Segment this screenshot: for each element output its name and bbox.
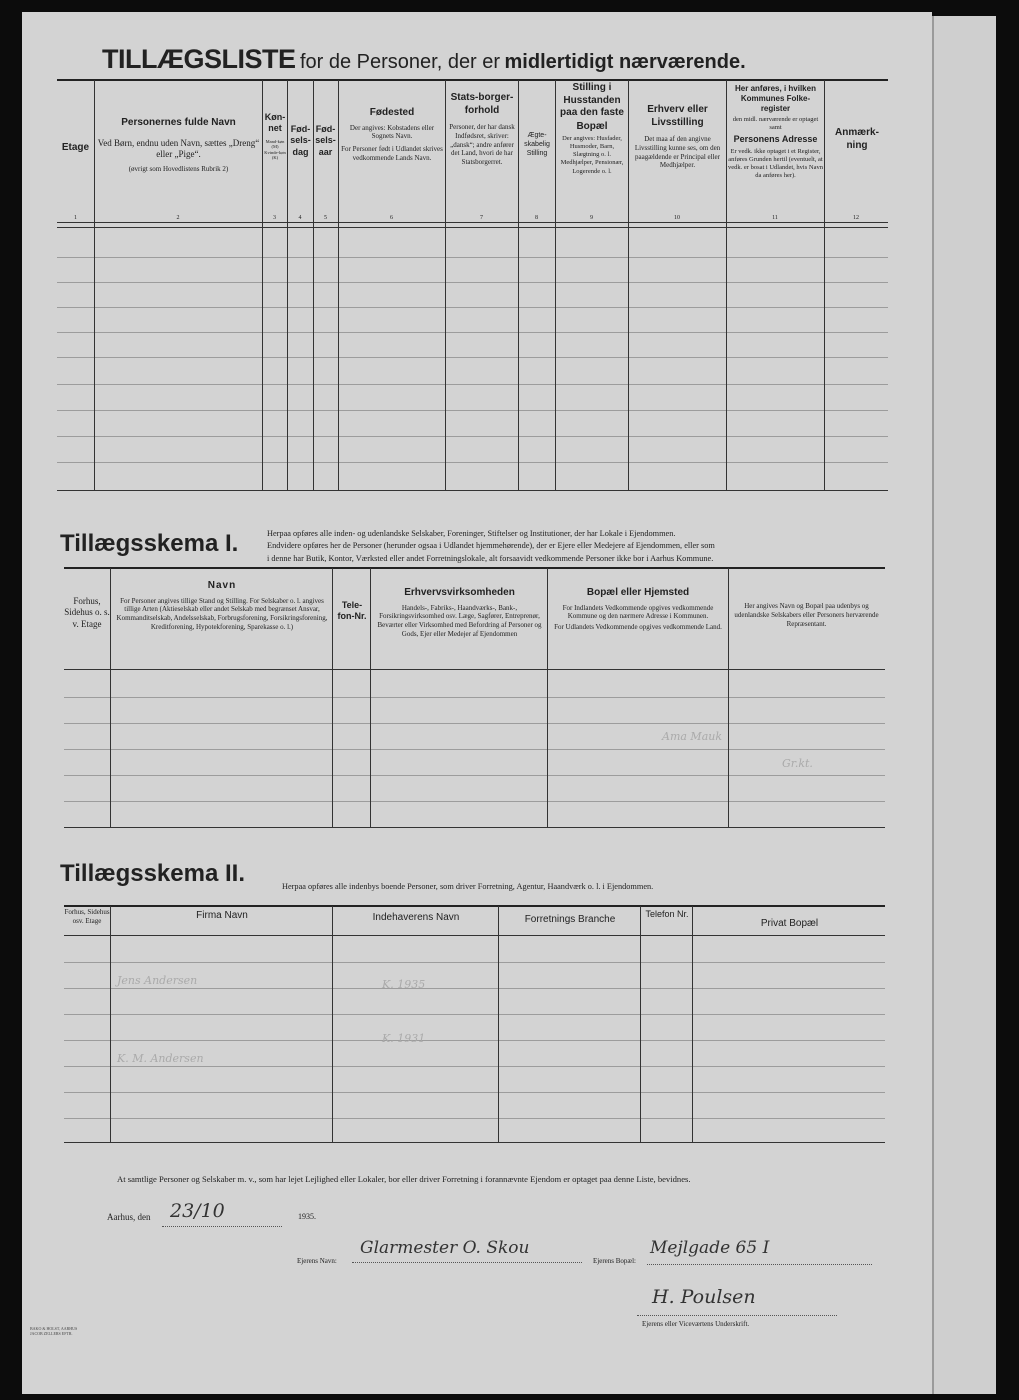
col-number: 3 <box>273 215 276 221</box>
col-name-label: Personernes fulde Navn <box>121 117 236 128</box>
skema1-col-bopael <box>549 587 727 632</box>
col-etage-header <box>57 142 94 155</box>
skema1-col-bopael-desc2: For Udlandets Vedkommende opgives vedkommende Land. <box>554 623 722 631</box>
col-remarks-label: Anmærk-ning <box>835 127 879 151</box>
skema2-title: Tillægsskema II. <box>60 860 245 887</box>
skema1-col-telefon <box>334 600 370 623</box>
bleed-through-mark: K. 1931 <box>382 1032 426 1045</box>
col-register-desc: den midl. nærværende er optaget samt <box>732 116 819 132</box>
skema1-col-forhus: Forhus, Sidehus o. s. v. Etage <box>64 596 110 629</box>
col-marital-label: Ægte-skabelig Stilling <box>524 132 550 157</box>
skema1-col-erhverv <box>372 587 547 639</box>
skema1-col-erhverv-desc: Handels-, Fabriks-, Haandværks-, Bank-, Forsikringsvirksomhed osv. Læge, Sagfører, Entreprenør, Beværter eller Virksomhed med Befordring af Personer og Gods, Ejer eller Medejer af Ejendommen <box>377 603 542 638</box>
skema1-intro-line: Herpaa opføres alle inden- og udenlandske Selskaber, Foreninger, Stiftelser og Institutioner, der har Lokale i Ejendommen. <box>267 529 676 538</box>
col-household-label: Stilling i Husstanden paa den faste <box>560 82 624 118</box>
bleed-through-mark: K. 1935 <box>382 978 426 991</box>
bleed-through-mark: Ama Mauk <box>662 730 723 743</box>
footer-owner-handwritten: Glarmester O. Skou <box>360 1238 530 1258</box>
col-number: 8 <box>535 215 538 221</box>
col-name-header <box>96 117 261 174</box>
col-birthyear-header <box>314 124 337 158</box>
skema1-col-navn-desc: For Personer angives tillige Stand og Stilling. For Selskaber o. l. angives tillige Arten (Aktieselskab eller andet Selskab med begrænset Ansvar, Kommanditselskab, Andelsselskab, Forbrugsforening, Forsikringsforening, Kreditforening, Hypotekforening, Sparekasse o. l.) <box>116 596 328 631</box>
col-etage-label: Etage <box>61 142 90 153</box>
skema2-intro: Herpaa opføres alle indenbys boende Personer, som driver Forretning, Agentur, Haandværk o. l. i Ejendommen. <box>282 882 654 891</box>
footer-signature-label: Ejerens eller Viceværtens Underskrift. <box>642 1320 750 1328</box>
col-remarks-header <box>827 127 887 152</box>
skema2-col-branche: Forretnings Branche <box>524 914 616 925</box>
skema2-col-firma: Firma Navn <box>196 910 248 921</box>
footer-signature-handwritten: H. Poulsen <box>652 1286 756 1308</box>
footer-date-handwritten: 23/10 <box>170 1200 225 1222</box>
col-number: 5 <box>324 215 327 221</box>
col-number: 9 <box>590 215 593 221</box>
title-big: TILLÆGSLISTE <box>102 44 296 74</box>
col-sex-header <box>264 112 286 161</box>
col-number: 12 <box>853 215 859 221</box>
skema1-col-navn-label: Navn <box>207 580 237 591</box>
skema1-col-telefon-label: Tele-fon-Nr. <box>337 600 367 622</box>
skema2-col-forhus: Forhus, Sidehus osv. Etage <box>64 908 110 925</box>
skema1-intro-line: Endvidere opføres her de Personer (herunder ogsaa i Udlandet hjemmehørende), der er Ejere eller Medejere af Ejendommen, eller som <box>267 541 715 551</box>
col-birthplace-label: Fødested <box>369 107 415 118</box>
col-number: 7 <box>480 215 483 221</box>
col-number: 10 <box>674 215 680 221</box>
skema1-title: Tillægsskema I. <box>60 530 239 557</box>
col-birthplace-desc2: For Personer født i Udlandet skrives vedkommende Lands Navn. <box>341 145 443 162</box>
col-marital-header <box>520 132 554 158</box>
title-bold: midlertidigt nærværende. <box>504 51 746 73</box>
col-number: 4 <box>298 215 302 221</box>
col-birthyear-label: Fød-sels-aar <box>315 124 336 157</box>
census-form-page <box>22 12 932 1394</box>
printer-imprint: BAKO & HOLST, AARHUS JACOB ZELLERS EFTR. <box>30 1326 78 1337</box>
col-citizenship-label: Stats-borger-forhold <box>450 92 514 116</box>
bleed-through-mark: Gr.kt. <box>782 757 813 770</box>
col-citizenship-desc: Personer, der har dansk Indfødsret, skriver: „dansk“; andre anfører det Land, hvori de har Statsborgerret. <box>449 123 515 166</box>
col-occupation-desc: Det maa af den angivne Livsstilling kunne ses, om den paagældende er Principal eller Medhjælper. <box>634 135 721 170</box>
col-number: 6 <box>390 215 393 221</box>
skema1-col-bopael-desc: For Indlandets Vedkommende opgives vedkommende Kommune og den nærmere Adresse i Kommunen. <box>562 603 714 621</box>
skema1-col-erhverv-label: Erhvervsvirksomheden <box>404 587 515 598</box>
col-occupation-header <box>630 104 725 170</box>
col-sex-desc: Mand-køn (M) Kvinde-køn (K) <box>264 138 286 161</box>
footer-city: Aarhus, <box>107 1212 136 1222</box>
col-birthday-header <box>289 124 312 158</box>
footer-bopael-handwritten: Mejlgade 65 I <box>650 1238 770 1258</box>
form-title <box>102 44 746 75</box>
col-sex-label: Køn-net <box>264 112 286 134</box>
col-register-desc2: Er vedk. ikke optaget i et Register, anføres Grunden hertil (eventuelt, at vedk. er bosat i Udlandet, hvis Navn da anføres her). <box>728 147 823 179</box>
col-number: 1 <box>74 215 77 221</box>
col-register-label2: Personens Adresse <box>733 134 818 145</box>
footer-den: den <box>137 1212 151 1222</box>
skema2-col-bopael: Privat Bopæl <box>760 918 819 929</box>
title-mid: for de Personer, der er <box>299 51 501 73</box>
col-register-header <box>728 84 823 180</box>
skema2-col-indehaver: Indehaverens Navn <box>372 912 460 923</box>
col-name-desc: Ved Børn, endnu uden Navn, sættes „Dreng“ eller „Pige“. <box>97 137 260 159</box>
col-household-header <box>557 82 627 176</box>
bleed-through-mark: K. M. Andersen <box>117 1052 204 1065</box>
footer-bopael-label: Ejerens Bopæl: <box>593 1257 636 1265</box>
col-number: 2 <box>176 215 180 221</box>
skema1-col-rep: Her angives Navn og Bopæl paa udenbys og udenlandske Selskabers eller Personers herværende Repræsentant. <box>734 602 879 628</box>
col-birthplace-header <box>340 107 444 163</box>
bleed-through-mark: Jens Andersen <box>117 974 198 987</box>
skema1-intro <box>267 528 897 565</box>
footer-date-line <box>107 1212 151 1222</box>
col-register-label: Her anføres, i hvilken Kommunes Folke-register <box>735 84 816 113</box>
col-household-label2: Bopæl <box>576 120 608 132</box>
col-household-desc: Der angives: Husfader, Husmoder, Barn, Slægtning o. l. Medhjælper, Pensionær, Logerende o. l. <box>560 135 624 175</box>
footer-owner-label: Ejerens Navn: <box>297 1257 337 1265</box>
col-birthday-label: Fød-sels-dag <box>290 124 311 157</box>
footer-statement: At samtlige Personer og Selskaber m. v., som har lejet Lejlighed eller Lokaler, bor eller driver Forretning i forannævnte Ejendom er optaget paa denne Liste, bevidnes. <box>117 1174 691 1184</box>
col-name-note: (øvrigt som Hovedlistens Rubrik 2) <box>128 165 229 173</box>
col-occupation-label: Erhverv eller Livsstilling <box>647 104 708 128</box>
adjacent-page-edge <box>932 16 996 1394</box>
footer-year: 1935. <box>298 1212 316 1221</box>
skema2-col-telefon: Telefon Nr. <box>645 909 689 919</box>
skema1-col-navn <box>112 580 332 632</box>
skema1-intro-line: i denne har Butik, Kontor, Værksted eller andet Forretningslokale, alt forsaavidt vedkommende Personer ikke bor i Aarhus Kommune. <box>267 553 714 563</box>
col-citizenship-header <box>447 92 517 167</box>
skema1-col-bopael-label: Bopæl eller Hjemsted <box>586 587 690 598</box>
col-number: 11 <box>772 215 778 221</box>
col-birthplace-desc: Der angives: Kobstadens eller Sognets Navn. <box>349 123 435 141</box>
